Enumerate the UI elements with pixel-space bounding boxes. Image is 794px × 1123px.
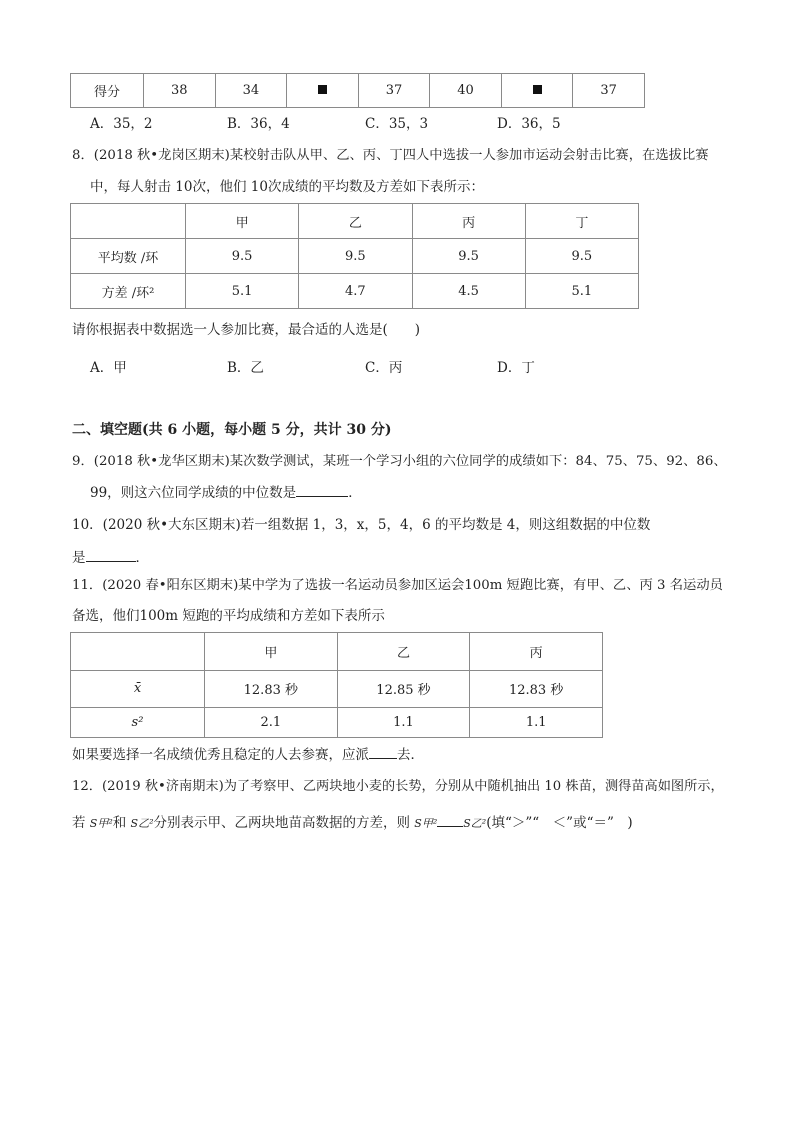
q10-text-end: ． <box>135 550 149 566</box>
q9-line1: 9．(2018 秋•龙华区期末)某次数学测试，某班一个学习小组的六位同学的成绩如下：84、75、75、92、86、 <box>72 454 727 469</box>
variance-jia: S甲² <box>89 817 113 830</box>
table-cell: 5.1 <box>186 274 299 309</box>
q12-text: 分别表示甲、乙两块地苗高数据的方差，则 <box>153 815 415 831</box>
header-cell: 甲 <box>205 633 338 671</box>
row-label-variance: s² <box>71 708 205 738</box>
q8-option-a: A．甲 <box>90 360 127 376</box>
answer-blank <box>437 812 463 827</box>
q12-text: 若 <box>72 815 90 831</box>
table-cell: 2.1 <box>205 708 338 738</box>
answer-blank <box>86 547 136 562</box>
header-cell: 乙 <box>337 633 470 671</box>
header-cell: 丙 <box>470 633 603 671</box>
score-cell: 38 <box>144 74 216 108</box>
q8-table <box>70 203 639 309</box>
row-label: 方差 /环² <box>71 274 186 309</box>
q8-line1: 8．(2018 秋•龙岗区期末)某校射击队从甲、乙、丙、丁四人中选拔一人参加市运动会射击比赛，在选拔比赛 <box>72 148 709 163</box>
q7-option-b: B．36，4 <box>227 116 290 132</box>
q11-text-end: 去． <box>397 747 424 763</box>
table-row <box>71 204 639 239</box>
table-cell: 5.1 <box>525 274 638 309</box>
table-cell: 12.83 秒 <box>205 670 338 708</box>
q10-line2 <box>72 547 149 568</box>
q11-after <box>72 744 424 765</box>
variance-jia: S甲² <box>414 817 438 830</box>
header-cell <box>71 633 205 671</box>
table-cell: 9.5 <box>299 239 412 274</box>
table-row <box>71 633 603 671</box>
q10-line1: 10．(2020 秋•大东区期末)若一组数据 1，3，x，5，4，6 的平均数是 4，则这组数据的中位数 <box>72 517 651 533</box>
score-cell: 37 <box>573 74 645 108</box>
q12-line2 <box>72 812 633 834</box>
q10-text: 是 <box>72 550 86 566</box>
table-cell: 1.1 <box>470 708 603 738</box>
q9-text: 99，则这六位同学成绩的中位数是 <box>90 485 297 501</box>
q11-line2: 备选，他们100m 短跑的平均成绩和方差如下表所示 <box>72 608 385 624</box>
table-cell: 1.1 <box>337 708 470 738</box>
q11-table <box>70 632 603 738</box>
table-cell: 9.5 <box>412 239 525 274</box>
header-cell: 乙 <box>299 204 412 239</box>
q12-text: (填“＞”“ ＜”或“＝” ) <box>486 815 633 831</box>
header-cell: 丙 <box>412 204 525 239</box>
score-table <box>70 73 645 108</box>
table-row <box>71 274 639 309</box>
q7-option-d: D．36，5 <box>497 116 561 132</box>
table-cell: 9.5 <box>525 239 638 274</box>
black-square-icon <box>318 85 327 94</box>
table-row <box>71 708 603 738</box>
q8-option-b: B．乙 <box>227 360 264 376</box>
q12-line1: 12．(2019 秋•济南期末)为了考察甲、乙两块地小麦的长势，分别从中随机抽出 10 株苗，测得苗高如图所示， <box>72 779 724 794</box>
q7-option-c: C．35，3 <box>365 116 429 132</box>
variance-yi: S乙² <box>130 817 154 830</box>
section-title: 二、填空题(共 6 小题，每小题 5 分，共计 30 分) <box>72 422 392 438</box>
table-cell: 4.7 <box>299 274 412 309</box>
q8-line2: 中，每人射击 10次，他们 10次成绩的平均数及方差如下表所示： <box>90 179 484 195</box>
q7-option-a: A．35，2 <box>90 116 153 132</box>
score-cell: 34 <box>215 74 287 108</box>
header-cell: 丁 <box>525 204 638 239</box>
score-cell: 37 <box>358 74 430 108</box>
table-cell: 4.5 <box>412 274 525 309</box>
answer-blank <box>296 482 348 497</box>
table-cell: 12.83 秒 <box>470 670 603 708</box>
q11-text: 如果要选择一名成绩优秀且稳定的人去参赛，应派 <box>72 747 369 763</box>
q11-line1: 11．(2020 春•阳东区期末)某中学为了选拔一名运动员参加区运会100m 短跑比赛，有甲、乙、丙 3 名运动员 <box>72 578 723 593</box>
answer-blank <box>369 744 397 759</box>
score-row-label: 得分 <box>71 74 144 108</box>
q8-option-d: D．丁 <box>497 360 535 376</box>
q9-text-end: ． <box>348 485 362 501</box>
row-label: 平均数 /环 <box>71 239 186 274</box>
score-cell-hidden <box>287 74 359 108</box>
black-square-icon <box>533 85 542 94</box>
table-cell: 9.5 <box>186 239 299 274</box>
score-cell: 40 <box>430 74 502 108</box>
table-row <box>71 74 645 108</box>
q8-option-c: C．丙 <box>365 360 403 376</box>
q12-text: 和 <box>112 815 131 831</box>
table-row <box>71 239 639 274</box>
q8-prompt: 请你根据表中数据选一人参加比赛，最合适的人选是( ) <box>72 322 421 338</box>
header-cell <box>71 204 186 239</box>
header-cell: 甲 <box>186 204 299 239</box>
score-cell-hidden <box>501 74 573 108</box>
table-row <box>71 670 603 708</box>
q9-line2 <box>90 482 362 503</box>
row-label-mean: x̄ <box>71 670 205 708</box>
table-cell: 12.85 秒 <box>337 670 470 708</box>
variance-yi: S乙² <box>463 817 487 830</box>
